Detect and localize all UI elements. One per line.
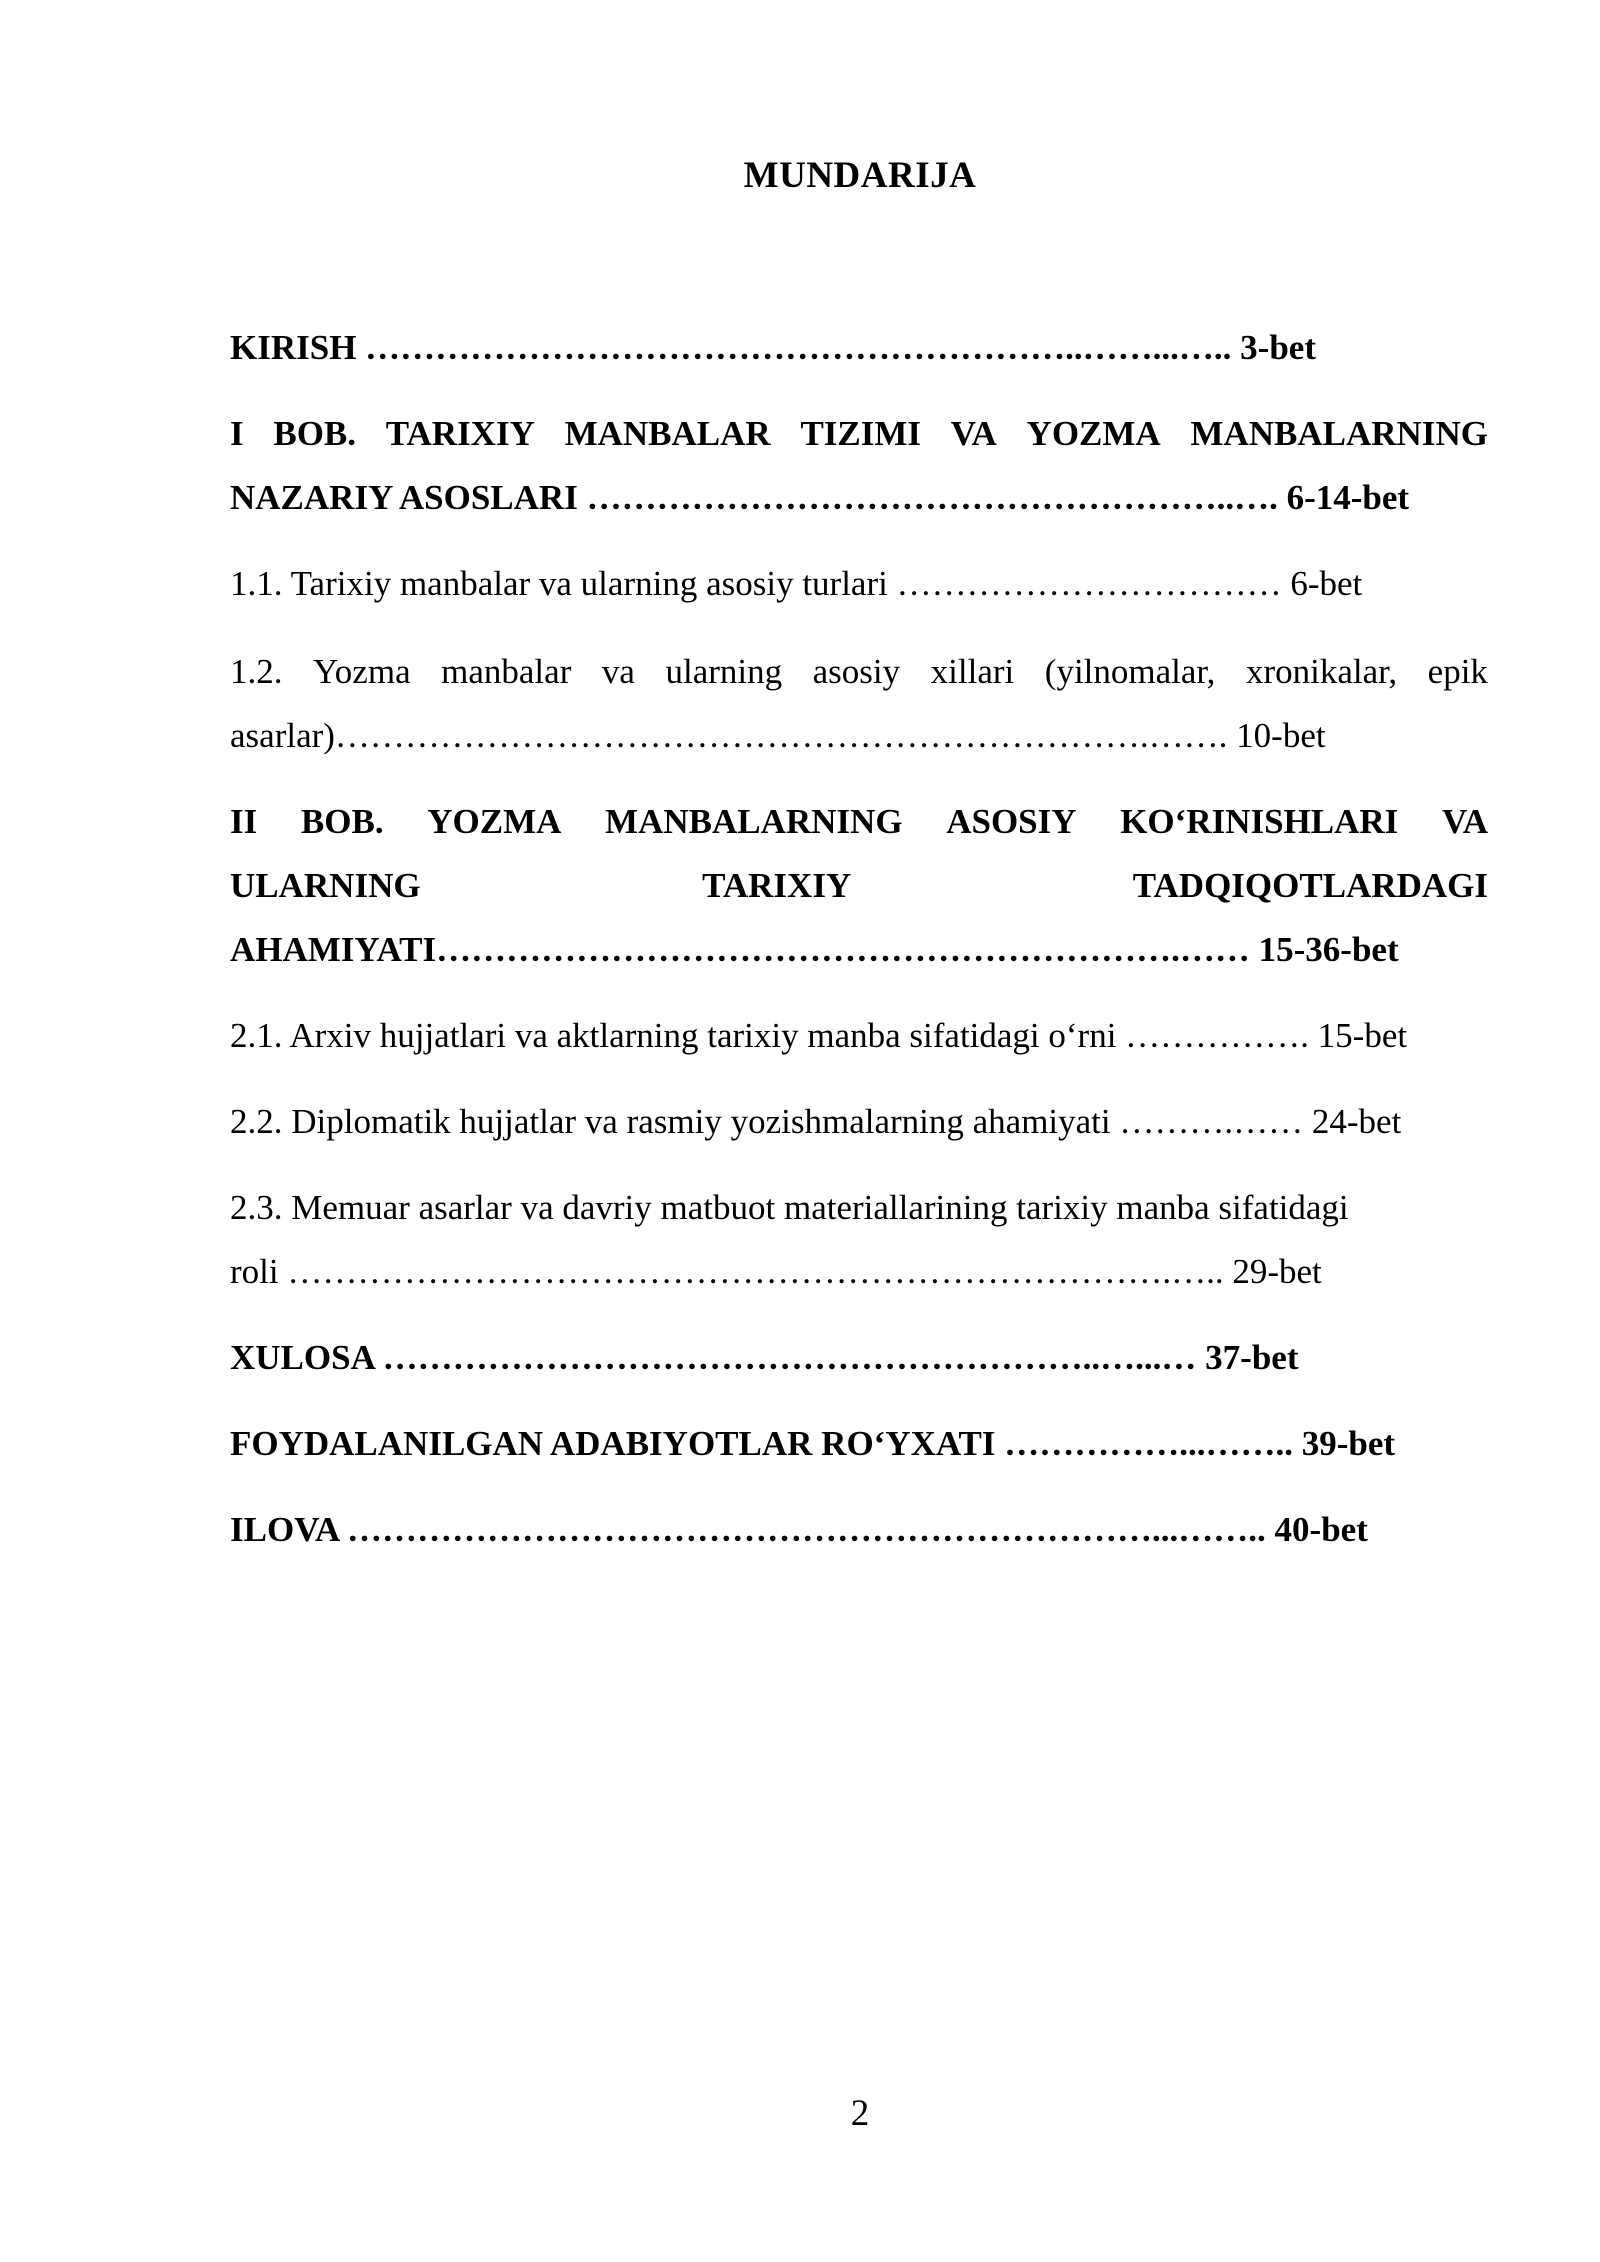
toc-entry-section-1-2-line2: asarlar)…………………………………………………………….……. 10-bet bbox=[230, 716, 1326, 755]
toc-entry-section-2-3-line1: 2.3. Memuar asarlar va davriy matbuot materiallarining tarixiy manba sifatidagi bbox=[230, 1188, 1349, 1227]
toc-word: MANBALAR bbox=[564, 414, 771, 453]
toc-word: 1.2. bbox=[230, 652, 283, 691]
toc-entry-bob1-line2: NAZARIY ASOSLARI ………………………………………………..…. 6-14-bet bbox=[230, 478, 1410, 517]
toc-word: manbalar bbox=[441, 652, 572, 691]
toc-word: I bbox=[230, 414, 244, 453]
toc-word: xillari bbox=[930, 652, 1015, 691]
toc-entry-section-2-1: 2.1. Arxiv hujjatlari va aktlarning tarixiy manba sifatidagi o‘rni ……………. 15-bet bbox=[230, 1016, 1408, 1055]
toc-word: BOB. bbox=[300, 802, 384, 841]
toc-word: MANBALARNING bbox=[1190, 414, 1488, 453]
toc-word: MANBALARNING bbox=[605, 802, 903, 841]
toc-word: ASOSIY bbox=[946, 802, 1077, 841]
toc-word: asosiy bbox=[812, 652, 901, 691]
toc-word: ularning bbox=[665, 652, 783, 691]
toc-word: TARIXIY bbox=[702, 866, 852, 905]
toc-word: VA bbox=[950, 414, 997, 453]
toc-word: KO‘RINISHLARI bbox=[1120, 802, 1399, 841]
toc-entry-xulosa: XULOSA ……………………………………………………..…...… 37-bet bbox=[230, 1338, 1299, 1377]
toc-word: BOB. bbox=[273, 414, 357, 453]
toc-word: TIZIMI bbox=[800, 414, 922, 453]
toc-entry-ilova: ILOVA ……………………………………………………………...…….. 40-bet bbox=[230, 1510, 1368, 1549]
toc-word: (yilnomalar, bbox=[1044, 652, 1216, 691]
toc-entry-bob2-line2 bbox=[230, 860, 1488, 912]
toc-word: ULARNING bbox=[230, 866, 421, 905]
toc-entry-section-1-1: 1.1. Tarixiy manbalar va ularning asosiy turlari …………………………… 6-bet bbox=[230, 564, 1363, 603]
toc-word: va bbox=[601, 652, 635, 691]
toc-entry-section-2-2: 2.2. Diplomatik hujjatlar va rasmiy yozishmalarning ahamiyati ……….…… 24-bet bbox=[230, 1102, 1402, 1141]
toc-word: YOZMA bbox=[427, 802, 562, 841]
toc-entry-adabiyotlar: FOYDALANILGAN ADABIYOTLAR RO‘YXATI ……………...…….. 39-bet bbox=[230, 1424, 1396, 1463]
toc-entry-bob2-line1 bbox=[230, 796, 1488, 848]
toc-word: VA bbox=[1441, 802, 1488, 841]
toc-word: TADQIQOTLARDAGI bbox=[1132, 866, 1488, 905]
toc-word: epik bbox=[1427, 652, 1488, 691]
toc-word: II bbox=[230, 802, 258, 841]
toc-entry-bob2-line3: AHAMIYATI……………………………………………………….…… 15-36-bet bbox=[230, 930, 1399, 969]
page-title: MUNDARIJA bbox=[743, 155, 977, 196]
page-number: 2 bbox=[850, 2093, 870, 2134]
toc-entry-section-2-3-line2: roli ………………………………………………………………….….. 29-bet bbox=[230, 1252, 1322, 1291]
toc-entry-section-1-2-line1 bbox=[230, 646, 1488, 698]
toc-word: Yozma bbox=[313, 652, 411, 691]
toc-word: TARIXIY bbox=[385, 414, 535, 453]
toc-entry-bob1-line1 bbox=[230, 408, 1488, 460]
toc-word: YOZMA bbox=[1026, 414, 1161, 453]
toc-word: xronikalar, bbox=[1245, 652, 1398, 691]
toc-entry-kirish: KIRISH ……………………………………………………..……...….. 3-bet bbox=[230, 328, 1316, 367]
